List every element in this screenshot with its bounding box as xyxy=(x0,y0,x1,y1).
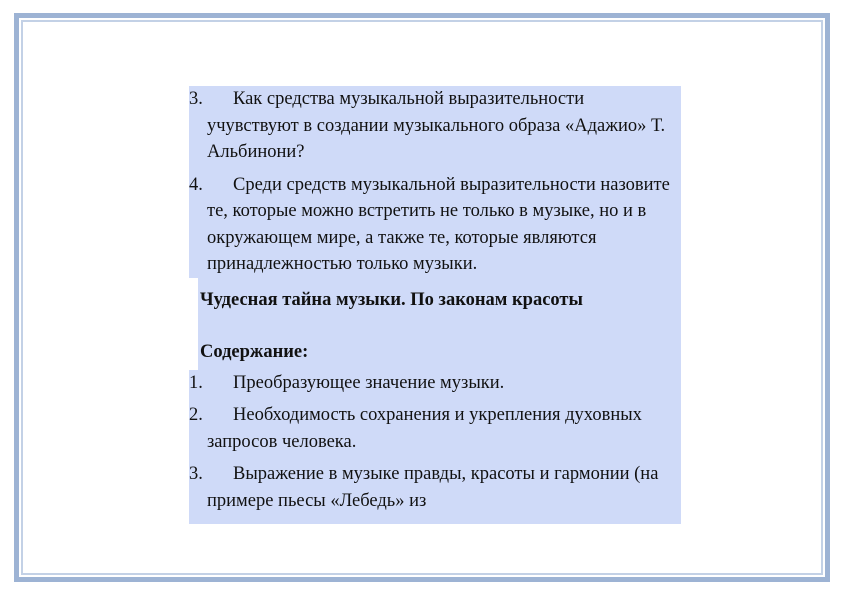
item-text: Необходимость сохранения и укрепления духовных запросов человека. xyxy=(207,405,642,452)
contents-label: Содержание: xyxy=(200,341,309,362)
list-item xyxy=(189,370,681,397)
list-item xyxy=(189,86,681,166)
item-number: 3. xyxy=(189,464,203,484)
question-list xyxy=(189,86,681,278)
item-number: 4. xyxy=(189,174,203,195)
list-item xyxy=(189,461,681,514)
list-item xyxy=(189,172,681,278)
item-text: Выражение в музыке правды, красоты и гармонии (на примере пьесы «Лебедь» из xyxy=(207,464,659,511)
item-text: Преобразующее значение музыки. xyxy=(233,372,505,393)
text-content xyxy=(189,86,681,540)
contents-list xyxy=(189,370,681,525)
item-text: Как средства музыкальной выразительности учувствуют в создании музыкального образа «Адажио» Т. Альбинони? xyxy=(207,89,666,162)
section-heading xyxy=(198,278,681,370)
section-title: Чудесная тайна музыки. По законам красоты xyxy=(200,289,583,310)
item-text: Среди средств музыкальной выразительности назовите те, которые можно встретить не только в музыке, но и в окружающем мире, а также те, которые являются принадлежностью только музыки. xyxy=(207,174,670,274)
item-number: 1. xyxy=(189,372,203,393)
list-item xyxy=(189,402,681,455)
item-number: 2. xyxy=(189,405,203,425)
item-number: 3. xyxy=(189,89,203,109)
